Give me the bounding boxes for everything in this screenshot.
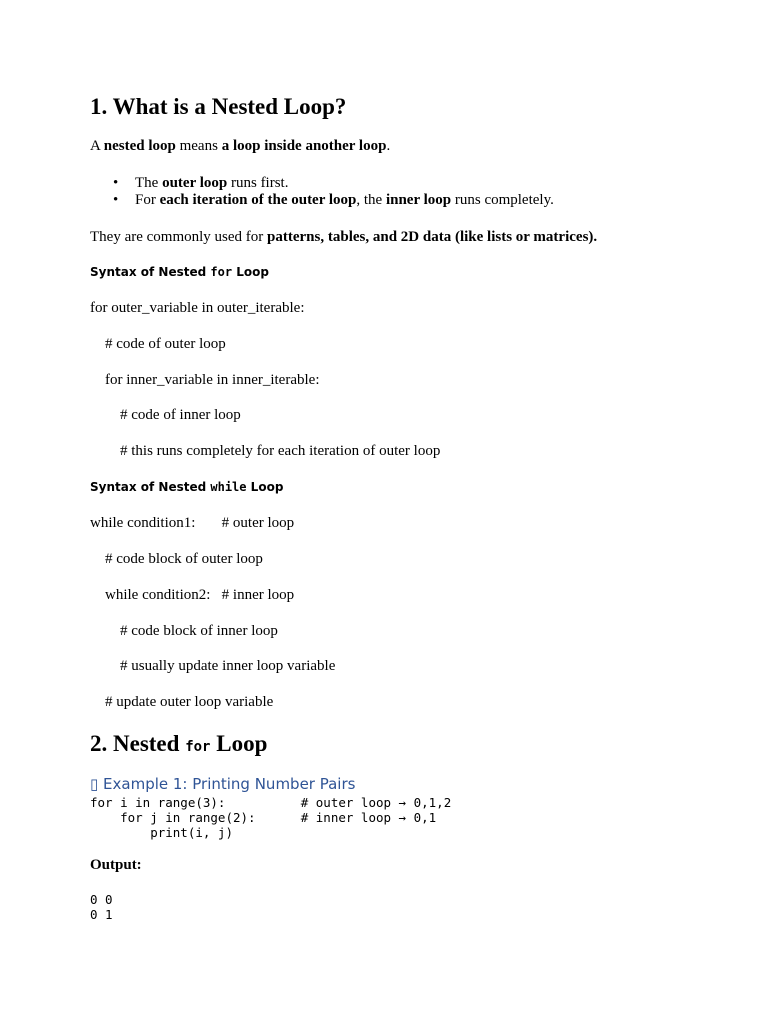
intro-paragraph: A nested loop means a loop inside another loop.: [90, 138, 391, 154]
section-1-heading: 1. What is a Nested Loop?: [90, 94, 347, 119]
bullet-marker: •: [113, 175, 119, 191]
for-syntax-line: # this runs completely for each iteration of outer loop: [90, 443, 441, 459]
bullet-marker: •: [113, 192, 119, 208]
while-syntax-line: while condition2: # inner loop: [90, 587, 295, 603]
list-item-outer-loop: The outer loop runs first.: [135, 175, 289, 191]
example-1-heading: ▯ Example 1: Printing Number Pairs: [90, 775, 356, 793]
while-syntax-title: Syntax of Nested while Loop: [90, 480, 284, 494]
section-2-heading: 2. Nested for Loop: [90, 731, 268, 756]
output-label: Output:: [90, 857, 142, 873]
for-syntax-line: for inner_variable in inner_iterable:: [90, 372, 320, 388]
list-item-inner-loop: For each iteration of the outer loop, the inner loop runs completely.: [135, 192, 554, 208]
while-syntax-line: # usually update inner loop variable: [90, 658, 336, 674]
example-1-code-block: for i in range(3): # outer loop → 0,1,2 for j in range(2): # inner loop → 0,1 print(i, j): [90, 795, 452, 840]
while-syntax-line: # code block of outer loop: [90, 551, 263, 567]
while-syntax-line: # update outer loop variable: [90, 694, 274, 710]
output-block: 0 0 0 1: [90, 892, 113, 922]
for-syntax-line: # code of outer loop: [90, 336, 226, 352]
usage-paragraph: They are commonly used for patterns, tables, and 2D data (like lists or matrices).: [90, 229, 598, 245]
while-syntax-line: # code block of inner loop: [90, 623, 278, 639]
for-syntax-line: for outer_variable in outer_iterable:: [90, 300, 305, 316]
for-syntax-title: Syntax of Nested for Loop: [90, 265, 269, 279]
while-syntax-line: while condition1: # outer loop: [90, 515, 295, 531]
example-icon: ▯: [90, 775, 99, 793]
for-syntax-line: # code of inner loop: [90, 407, 241, 423]
